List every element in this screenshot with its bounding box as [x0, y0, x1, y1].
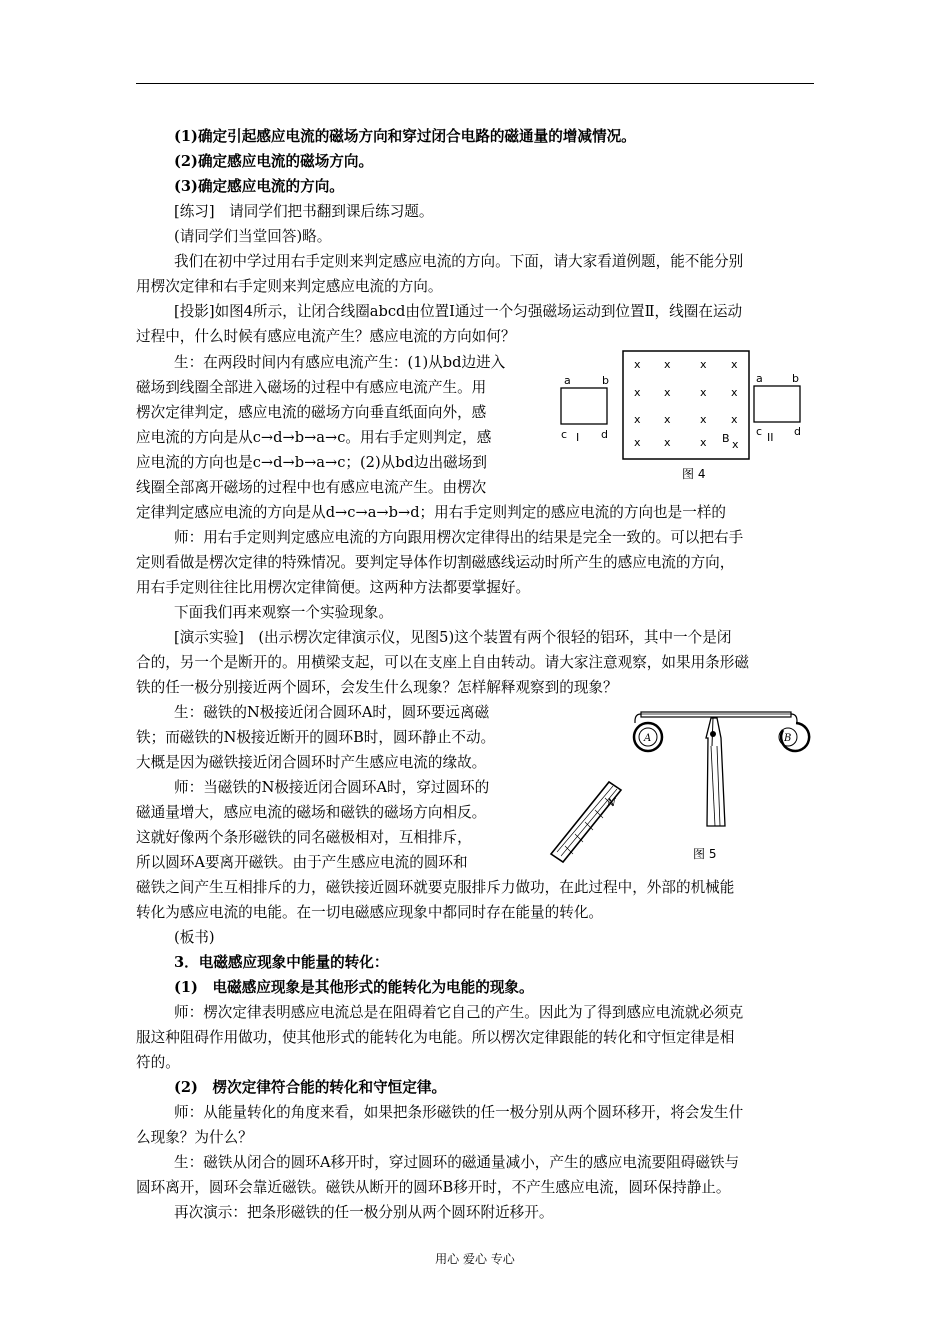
paragraph-line: 生：磁铁从闭合的圆环A移开时，穿过圆环的磁通量减小，产生的感应电流要阻碍磁铁与: [174, 1154, 740, 1171]
figure-5-caption: 图 5: [693, 847, 717, 861]
closed-ring-A: [634, 723, 662, 751]
paragraph-line: 定则看做是楞次定律的特殊情况。要判定导体作切割磁感线运动时所产生的感应电流的方向，: [136, 554, 735, 571]
paragraph-line: 再次演示：把条形磁铁的任一极分别从两个圆环附近移开。: [174, 1204, 554, 1221]
field-label: B: [722, 432, 730, 445]
step-3: (3)确定感应电流的方向。: [174, 178, 344, 195]
svg-text:d: d: [601, 428, 608, 441]
section-heading: 3．电磁感应现象中能量的转化：: [174, 954, 389, 971]
board-note: (板书): [174, 929, 215, 946]
paragraph-line: 用右手定则往往比用楞次定律简便。这两种方法都要掌握好。: [136, 579, 531, 596]
figure-4: [556, 346, 816, 486]
field-mark: x: [700, 386, 707, 399]
field-mark: x: [731, 413, 738, 426]
svg-text:b: b: [792, 372, 799, 385]
paragraph-line: 符的。: [136, 1054, 180, 1071]
figure-5: [545, 706, 820, 866]
page-footer: 用心 爱心 专心: [435, 1252, 515, 1266]
paragraph-line: 这就好像两个条形磁铁的同名磁极相对，互相排斥，: [136, 829, 472, 846]
paragraph-line: 下面我们再来观察一个实验现象。: [174, 604, 393, 621]
paragraph-line: 线圈全部离开磁场的过程中也有感应电流产生。由楞次: [136, 479, 487, 496]
svg-text:c: c: [561, 428, 568, 441]
crossbeam: [641, 712, 791, 717]
paragraph-line: [投影]如图4所示，让闭合线圈abcd由位置Ⅰ通过一个匀强磁场运动到位置Ⅱ，线圈在运动: [174, 303, 743, 320]
paragraph-line: 磁通量增大，感应电流的磁场和磁铁的磁场方向相反。: [136, 804, 487, 821]
split-ring-B: [779, 723, 809, 751]
field-mark: x: [700, 358, 707, 371]
paragraph-line: 磁铁之间产生互相排斥的力，磁铁接近圆环就要克服排斥力做功，在此过程中，外部的机械能: [136, 879, 735, 896]
paragraph-line: 圆环离开，圆环会靠近磁铁。磁铁从断开的圆环B移开时，不产生感应电流，圆环保持静止。: [136, 1179, 731, 1196]
svg-text:B: B: [784, 733, 792, 744]
svg-text:b: b: [602, 374, 609, 387]
north-pole-label: N: [607, 798, 616, 809]
svg-text:I: I: [576, 431, 580, 444]
paragraph-line: 过程中，什么时候有感应电流产生？感应电流的方向如何？: [136, 328, 516, 345]
field-mark: x: [634, 413, 641, 426]
step-2: (2)确定感应电流的磁场方向。: [174, 153, 374, 170]
field-mark: x: [634, 436, 641, 449]
paragraph-line: 生：在两段时间内有感应电流产生：(1)从bd边进入: [174, 354, 506, 371]
figure-4-caption: 图 4: [682, 467, 706, 481]
paragraph-line: 么现象？为什么？: [136, 1129, 253, 1146]
paragraph-line: 用楞次定律和右手定则来判定感应电流的方向。: [136, 278, 443, 295]
field-mark: x: [731, 358, 738, 371]
paragraph-line: 师：从能量转化的角度来看，如果把条形磁铁的任一极分别从两个圆环移开，将会发生什: [174, 1104, 744, 1121]
field-mark: x: [664, 386, 671, 399]
field-mark: x: [634, 358, 641, 371]
field-mark: x: [664, 413, 671, 426]
paragraph-line: 铁；而磁铁的N极接近断开的圆环B时，圆环静止不动。: [136, 729, 496, 746]
svg-text:II: II: [767, 431, 774, 444]
practice-line: [练习] 请同学们把书翻到课后练习题。: [174, 203, 434, 220]
paragraph-line: 师：楞次定律表明感应电流总是在阻碍着它自己的产生。因此为了得到感应电流就必须克: [174, 1004, 744, 1021]
field-mark: x: [700, 436, 707, 449]
pivot-stand: [706, 718, 725, 826]
answer-line: (请同学们当堂回答)略。: [174, 228, 332, 245]
header-rule: [136, 83, 814, 84]
paragraph-line: 师：当磁铁的N极接近闭合圆环A时，穿过圆环的: [174, 779, 490, 796]
paragraph-line: 应电流的方向是从c→d→b→a→c。用右手定则判定，感: [136, 429, 492, 446]
point-2: (2) 楞次定律符合能的转化和守恒定律。: [174, 1079, 447, 1096]
paragraph-line: 我们在初中学过用右手定则来判定感应电流的方向。下面，请大家看道例题，能不能分别: [174, 253, 744, 270]
paragraph-line: 师：用右手定则判定感应电流的方向跟用楞次定律得出的结果是完全一致的。可以把右手: [174, 529, 744, 546]
field-mark: x: [664, 436, 671, 449]
paragraph-line: 铁的任一极分别接近两个圆环，会发生什么现象？怎样解释观察到的现象？: [136, 679, 618, 696]
field-mark: x: [664, 358, 671, 371]
field-mark: x: [700, 413, 707, 426]
field-mark: x: [731, 386, 738, 399]
paragraph-line: 磁场到线圈全部进入磁场的过程中有感应电流产生。用: [136, 379, 487, 396]
coil-position-II: [754, 372, 801, 444]
bar-magnet: [551, 782, 621, 862]
step-1: (1)确定引起感应电流的磁场方向和穿过闭合电路的磁通量的增减情况。: [174, 128, 636, 145]
paragraph-line: 合的，另一个是断开的。用横梁支起，可以在支座上自由转动。请大家注意观察，如果用条形磁: [136, 654, 749, 671]
paragraph-line: 定律判定感应电流的方向是从d→c→a→b→d；用右手定则判定的感应电流的方向也是一样的: [136, 504, 727, 521]
coil-position-I: [561, 374, 609, 444]
svg-text:a: a: [756, 372, 763, 385]
field-mark: x: [732, 438, 739, 451]
paragraph-line: [演示实验] (出示楞次定律演示仪，见图5)这个装置有两个很轻的铝环，其中一个是闭: [174, 629, 732, 646]
svg-text:d: d: [794, 425, 801, 438]
paragraph-line: 生：磁铁的N极接近闭合圆环A时，圆环要远离磁: [174, 704, 490, 721]
paragraph-line: 转化为感应电流的电能。在一切电磁感应现象中都同时存在能量的转化。: [136, 904, 604, 921]
paragraph-line: 楞次定律判定，感应电流的磁场方向垂直纸面向外，感: [136, 404, 487, 421]
paragraph-line: 服这种阻碍作用做功，使其他形式的能转化为电能。所以楞次定律跟能的转化和守恒定律是相: [136, 1029, 735, 1046]
field-mark: x: [634, 386, 641, 399]
svg-text:c: c: [756, 425, 763, 438]
paragraph-line: 所以圆环A要离开磁铁。由于产生感应电流的圆环和: [136, 854, 468, 871]
paragraph-line: 应电流的方向也是c→d→b→a→c；(2)从bd边出磁场到: [136, 454, 487, 471]
paragraph-line: 大概是因为磁铁接近闭合圆环时产生感应电流的缘故。: [136, 754, 487, 771]
svg-text:A: A: [644, 733, 652, 744]
point-1: (1) 电磁感应现象是其他形式的能转化为电能的现象。: [174, 979, 534, 996]
svg-text:a: a: [564, 374, 571, 387]
